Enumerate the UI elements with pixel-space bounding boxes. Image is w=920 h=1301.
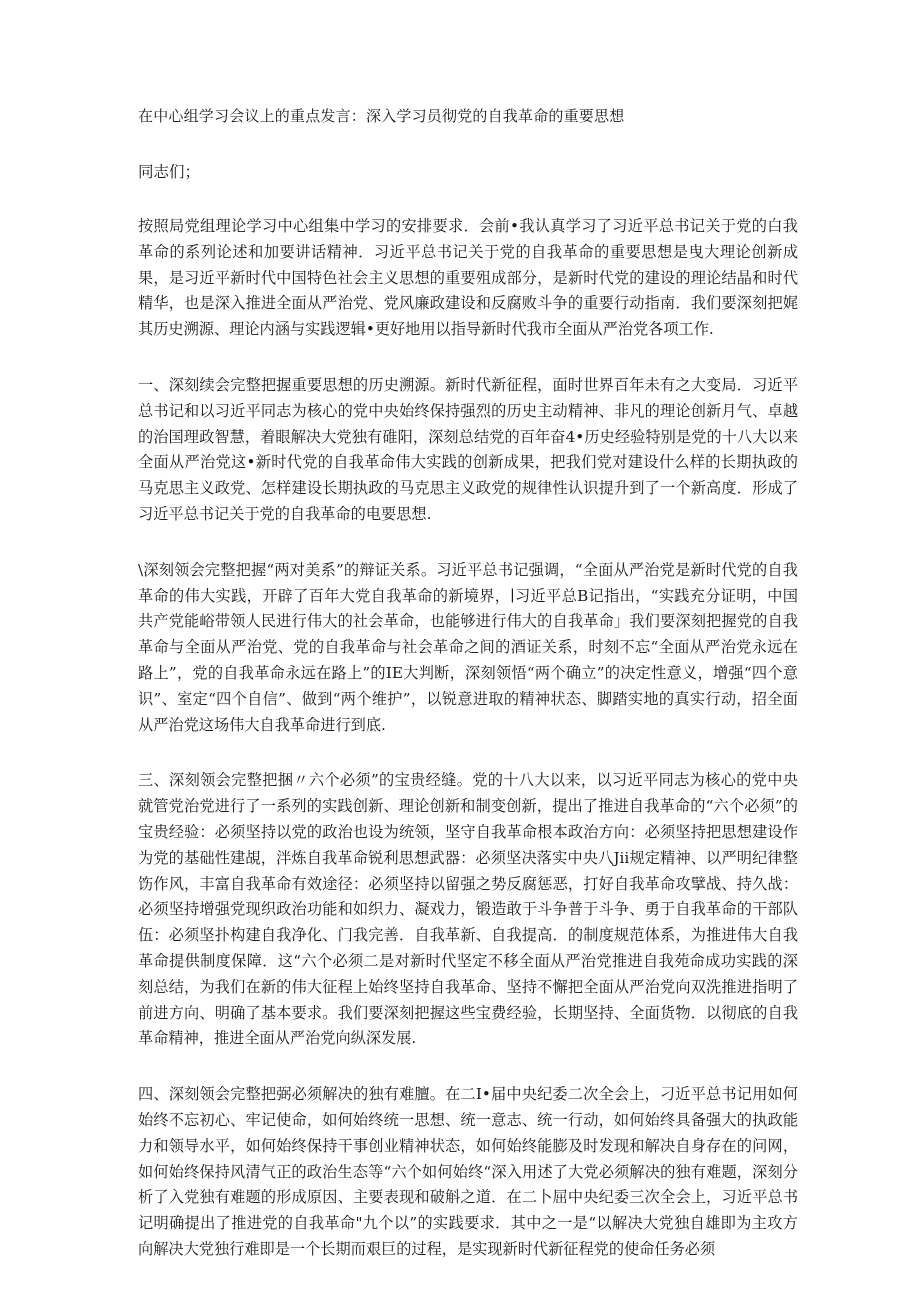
paragraph-section-2: \深刻领会完整把握“两对美系”的辩证关系。习近平总书记强调，“全面从严治党是新时代党的自我革命的伟大实践，开辟了百年大党自我革命的新境界，∣习近平总B记指出，“实践充分证明，中国共产党能峪带领人民进行伟大的社会革命，也能够进行伟大的自我革命」我们要深刻把握党的自我革命与全面从严治党、党的自我革命与社会革命之间的酒证关系，时刻不忘“全面从严治党永远在路上”，党的自我革命永远在路上”的IE大判断，深刻领悟“两个确立”的决定性意义，增强“四个意识”、室定“四个自信”、做到“两个维护”，以锐意进取的精神状态、脚踏实地的真实行动，招全面从严治党这场伟大自我革命进行到底. <box>138 560 798 734</box>
paragraph-section-4: 四、深刻领会完整把弼必须解决的独有难膻。在二I•届中央纪委二次全会上，刁近平总书记用如何始终不忘初心、牢记使命，如何始终统一思想、统一意志、统一行动，如何始终具备强大的执政能力和领导水平，如何始终保持干事创业精神状态，如何始终能膨及时发现和解决自身存在的问网，如何始终保持风清气正的政治生态等“六个如何始终“深入用述了大党必须解决的独有难题，深刻分析了入党独有难题的形成原因、主要表现和破斛之道．在二卜屈中央纪委三次全会上，习近平总书记明确提出了推进党的自我革命"九个以”的实践要求．其中之一是“以解决大党独自雄即为主攻方向解决大党独行难即是一个长期而艰巨的过程，是实现新时代新征程党的使命任务必须 <box>138 1085 798 1258</box>
salutation: 同志们； <box>138 163 201 181</box>
paragraph-section-3: 三、深刻领会完整把捆〃六个必须”的宝贵经缝。党的十八大以来，以习近平同志为核心的党中央就管党治党进行了一系列的实践创新、理论创新和制变创新，提出了推进自我革命的“六个必须”的宝贵经验：必须坚持以党的政治也设为统领，坚守自我革命根本政治方向：必须坚持把思想建设作为党的基础性建覘，泮炼自我革命锐利思想武器：必须坚决落实中央八Jii规定精神、以严明纪律整饬作风，丰富自我革命有效途径：必须坚持以留强之势反腐惩恶，打好自我革命攻擘战、持久战：必须坚持增强党现织政治功能和如织力、凝戏力，锻造敢于斗争普于斗争、勇于自我革命的干部队伍：必须坚扑构建自我净化、门我完善．自我革新、自我提高．的制度规范体系，为推进伟大自我革命提供制度保障．这“六个必须二是对新时代坚定不移全面从严治党推进自我苑命成功实践的深刻总结，为我们在新的伟大征程上始终坚持自我革命、坚持不懈把全面从严治党向双洗推进指明了前进方向、明确了基本要求。我们要深刻把握这些宝费经验，长期坚持、全面货物．以彻底的自我革命精神，推进全面从严治党向纵深发展. <box>138 771 798 1048</box>
document-page <box>138 104 798 1293</box>
paragraph-section-1: 一、深刻续会完整把握重要思想的历史溯源。新时代新征程，面时世界百年未有之大变局．习近平总书记和以习近平同志为核心的党中央始终保持强烈的历史主动精神、非凡的理论创新月气、卓越的治国理政智慧，着眼解决大党独有碓阳，深刻总结党的百年奋4•历史经验特别是党的十八大以来全面从严治党这•新时代党的自我革命伟大实践的创新成果，把我们党对建设什么样的长期执政的马克思主义政党、怎样建设长期执政的马克思主义政党的规律性认识提升到了一个新高度．形成了习近平总书记关于党的自我革命的电要思想. <box>138 375 798 523</box>
paragraph-intro: 按照局党组理论学习中心组集中学习的安排要求．会前•我认真学习了习近平总书记关于党的白我革命的系列论述和加要讲话精神．习近平总书记关于党的自我革命的重要思想是曳大理论创新成果，是习近平新时代中国特色社会主义思想的重要殂成部分，是新时代党的建设的理论结晶和时代精华，也是深入推进全面从严治党、党风廉政建设和反腐败斗争的重要行动指南．我们要深刻把娓其历史溯源、理论内涵与实践逻辑•更好地用以指导新时代我市全面从严治党各项工作. <box>138 217 798 339</box>
document-title: 在中心组学习会议上的重点发言：深入学习员彻党的自我革命的重要思想 <box>138 107 625 125</box>
